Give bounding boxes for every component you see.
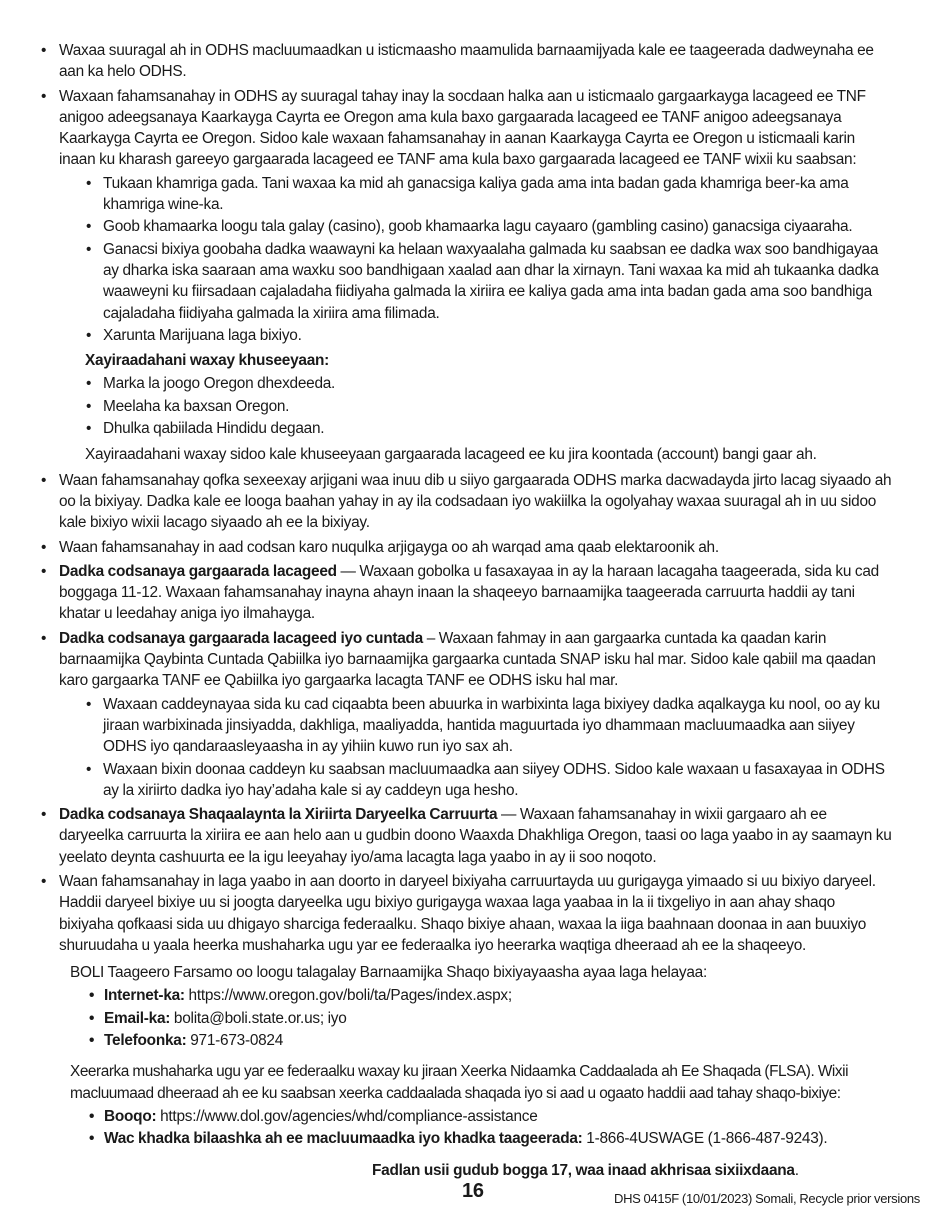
list-item: • Waan fahamsanahay in laga yaabo in aan doorto in daryeel bixiyaha carruurtayda uu gurigayga yimaado si uu bixiyo daryeel. Haddii daryeel bixiye uu si joogta daryeelka ugu bixiyo gurigayga waxaa laga yaabaa in la ii tixgeliyo in aan ahay shaqo bixiyaha qofkaasi sida uu dhigayo sharciga federaalku. Shaqo bixiye ahaan, waxaa la iiga baahnaan doonaa in aan buuxiyo shuruudaha u yaala heerka mushaharka ugu yar ee federaalka iyo heerarka waqtiga dheeraad ah ee la shaqeeyo. <box>40 871 892 956</box>
restrictions-note: Xayiraadahani waxay sidoo kale khuseeyaan gargaarada lacageed ee ku jira koontada (account) bangi gaar ah. <box>85 446 817 464</box>
main-bullet-list <box>40 40 892 956</box>
list-item: • Internet-ka: https://www.oregon.gov/boli/ta/Pages/index.aspx; <box>70 985 892 1006</box>
flsa-intro: Xeerarka mushaharka ugu yar ee federaalku waxay ku jiraan Xeerka Nidaamka Caddaalada ah Ee Shaqada (FLSA). Wixii macluumaad dheeraad ah ee ku saabsan xeerka caddaalada shaqada iyo si aad u ogaato haddii aad tahay shaqo-bixiye: <box>70 1063 849 1102</box>
list-item: • Waan fahamsanahay qofka sexeexay arjigani waa inuu dib u siiyo gargaarada ODHS marka dacwadayda jirto lacag siyaado ah oo la bixiyay. Dadka kale ee looga baahan yahay in ay ila codsadaan iyo wakiilka la ogolyahay waxaa suuragal ah in uu sidoo kale bixiyo wixii lacago siyaado ah ee la bixiyay. <box>40 470 892 534</box>
list-item: • Waxaan fahamsanahay in ODHS ay suuragal tahay inay la socdaan halka aan u isticmaalo gargaarkayga lacageed ee TNF anigoo adeegsanaya Kaarkayga Cayrta ee Oregon ama kula baxo gargaarada lacageed ee TANF anigoo adeegsanaya Kaarkayga Cayrta ee Oregon. Sidoo kale waxaan fahamsanahay in aanan Kaarkayga Cayrta ee Oregon u isticmaali karin inaan ku kharash gareeyo gargaarada lacageed ee TANF ama kula baxo gargaarada lacageed ee TANF wixii ku saabsan: • Tukaan khamriga gada. Tani waxaa ka mid ah ganacsiga kaliya gada ama inta badan gada khamriga beer-ka ama khamriga wine-ka. • Goob khamaarka loogu tala galay (casino), goob khamaarka lagu cayaaro (gambling casino) ganacsiga ciyaaraha. • Ganacsi bixiya goobaha dadka waawayni ka helaan waxyaalaha galmada ku saabsan ee dadka wax soo bandhigayaa ay dharka iska saaraan ama waxku soo bandhigaan xaalad aan dhar la xirnayn. Tani waxaa ka mid ah tukaanka dadka waaweyni ku fiirsadaan cajaladaha fiidiyaha galmada la xiriira ee kaliya gada ama inta badan gada ama soo bandhiga cajaladaha fiidiyaha galmada la xiriira ama filimada. • Xarunta Marijuana laga bixiyo. Xayiraadahani waxay khuseeyaan: • Marka la joogo Oregon dhexdeeda. • Meelaha ka baxsan Oregon. • Dhulka qabiilada Hindidu degaan. Xayiraadahani waxay sidoo kale khuseeyaan gargaarada lacageed ee ku jira koontada (account) bangi gaar ah. <box>40 86 892 466</box>
boli-email-link[interactable]: bolita@boli.state.or.us; iyo <box>170 1009 347 1027</box>
list-item: • Dadka codsanaya gargaarada lacageed iyo cuntada – Waxaan fahmay in aan gargaarka cuntada ka qaadan karin barnaamijka Qaybinta Cuntada Qabiilka iyo barnaamijka gargaarka cuntada SNAP isku hal mar. Sidoo kale qabiil ma qaadan karo gargaarka TANF ee Qabiilka iyo gargaarka lacagta TANF ee ODHS isku hal mar. • Waxaan caddeynayaa sida ku cad ciqaabta been abuurka in warbixinta laga bixiyey dadka aqalkayga ku nool, oo ay ku jiraan warbixinada jinsiyadda, dakhliga, maaliyadda, hantida maguurtada iyo dhammaan macluumaadka aan siiyey ODHS iyo qandaraasleyaasha in ay yihiin kuwo run iyo sax ah. • Waxaan bixin doonaa caddeyn ku saabsan macluumaadka aan siiyey ODHS. Sidoo kale waxaan u fasaxayaa in ODHS ay la xiriirto dadka iyo hay’adaha kale si ay caddeyn uga hesho. <box>40 628 892 801</box>
list-item: • Wac khadka bilaashka ah ee macluumaadka iyo khadka taageerada: 1-866-4USWAGE (1-866-487-9243). <box>70 1128 892 1149</box>
list-item: • Xarunta Marijuana laga bixiyo. <box>85 325 892 346</box>
list-item: • Telefoonka: 971-673-0824 <box>70 1030 892 1051</box>
list-item: • Ganacsi bixiya goobaha dadka waawayni ka helaan waxyaalaha galmada ku saabsan ee dadka wax soo bandhigayaa ay dharka iska saaraan ama waxku soo bandhigaan xaalad aan dhar la xirnayn. Tani waxaa ka mid ah tukaanka dadka waaweyni ku fiirsadaan cajaladaha fiidiyaha galmada la xiriira ee kaliya gada ama inta badan gada ama soo bandhiga cajaladaha fiidiyaha galmada la xiriira ama filimada. <box>85 239 892 324</box>
continue-note: Fadlan usii gudub bogga 17, waa inaad akhrisaa sixiixdaana. <box>372 1162 799 1179</box>
boli-intro: BOLI Taageero Farsamo oo loogu talagalay Barnaamijka Shaqo bixiyayaasha ayaa laga helayaa: <box>70 964 707 982</box>
page-number: 16 <box>462 1180 484 1202</box>
list-item: • Meelaha ka baxsan Oregon. <box>85 396 892 417</box>
list-item: • Dhulka qabiilada Hindidu degaan. <box>85 418 892 439</box>
restrictions-heading: Xayiraadahani waxay khuseeyaan: <box>85 352 330 370</box>
boli-phone: 971-673-0824 <box>186 1032 284 1050</box>
list-item: • Dadka codsanaya gargaarada lacageed — Waxaan gobolka u fasaxayaa in ay la haraan lacagaha taageerada, sida ku cad boggaga 11-12. Waxaan fahamsanahay inayna ahayn inaan la shaqeeyo barnaamijka taageerada carruurta haddii ay tani khatar u leedahay aniga iyo ilmahayga. <box>40 561 892 625</box>
list-item: • Dadka codsanaya Shaqaalaynta la Xiriirta Daryeelka Carruurta — Waxaan fahamsanahay in wixii gargaaro ah ee daryeelka carruurta la xiriira ee aan helo aan u gudbin doono Waaxda Dhakhliga Oregon, taasi oo laga yaabo in ay saamayn ku yeelato deynta cashuurta ee la igu leeyahay iyo/ama lacagta laga yaabo in ay ii soo noqoto. <box>40 804 892 868</box>
list-item: • Waan fahamsanahay in aad codsan karo nuqulka arjigayga oo ah warqad ama qaab elektaroonik ah. <box>40 537 892 558</box>
boli-contact-list <box>70 985 892 1051</box>
list-item: • Waxaa suuragal ah in ODHS macluumaadkan u isticmaasho maamulida barnaamijyada kale ee taageerada dadweynaha ee aan ka helo ODHS. <box>40 40 892 83</box>
list-item: • Email-ka: bolita@boli.state.or.us; iyo <box>70 1008 892 1029</box>
page-content <box>40 40 892 1151</box>
list-item: • Waxaan caddeynayaa sida ku cad ciqaabta been abuurka in warbixinta laga bixiyey dadka aqalkayga ku nool, oo ay ku jiraan warbixinada jinsiyadda, dakhliga, maaliyadda, hantida maguurtada iyo dhammaan macluumaadka aan siiyey ODHS iyo qandaraasleyaasha in ay yihiin kuwo run iyo sax ah. <box>85 694 892 758</box>
list-item: • Tukaan khamriga gada. Tani waxaa ka mid ah ganacsiga kaliya gada ama inta badan gada khamriga beer-ka ama khamriga wine-ka. <box>85 173 892 216</box>
list-item: • Waxaan bixin doonaa caddeyn ku saabsan macluumaadka aan siiyey ODHS. Sidoo kale waxaan u fasaxayaa in ODHS ay la xiriirto dadka iyo hay’adaha kale si ay caddeyn uga hesho. <box>85 759 892 802</box>
form-id: DHS 0415F (10/01/2023) Somali, Recycle prior versions <box>614 1191 920 1206</box>
list-item: • Goob khamaarka loogu tala galay (casino), goob khamaarka lagu cayaaro (gambling casino) ganacsiga ciyaaraha. <box>85 216 892 237</box>
dol-link[interactable]: https://www.dol.gov/agencies/whd/compliance-assistance <box>156 1107 538 1125</box>
restrictions-scope-list <box>85 373 892 439</box>
restricted-locations-list <box>85 173 892 346</box>
certification-list <box>85 694 892 801</box>
list-item: • Booqo: https://www.dol.gov/agencies/whd/compliance-assistance <box>70 1106 892 1127</box>
flsa-contact-list <box>70 1106 892 1150</box>
list-item: • Marka la joogo Oregon dhexdeeda. <box>85 373 892 394</box>
boli-internet-link[interactable]: https://www.oregon.gov/boli/ta/Pages/index.aspx; <box>184 987 512 1005</box>
wage-hotline: 1-866-4USWAGE (1-866-487-9243). <box>582 1130 828 1148</box>
